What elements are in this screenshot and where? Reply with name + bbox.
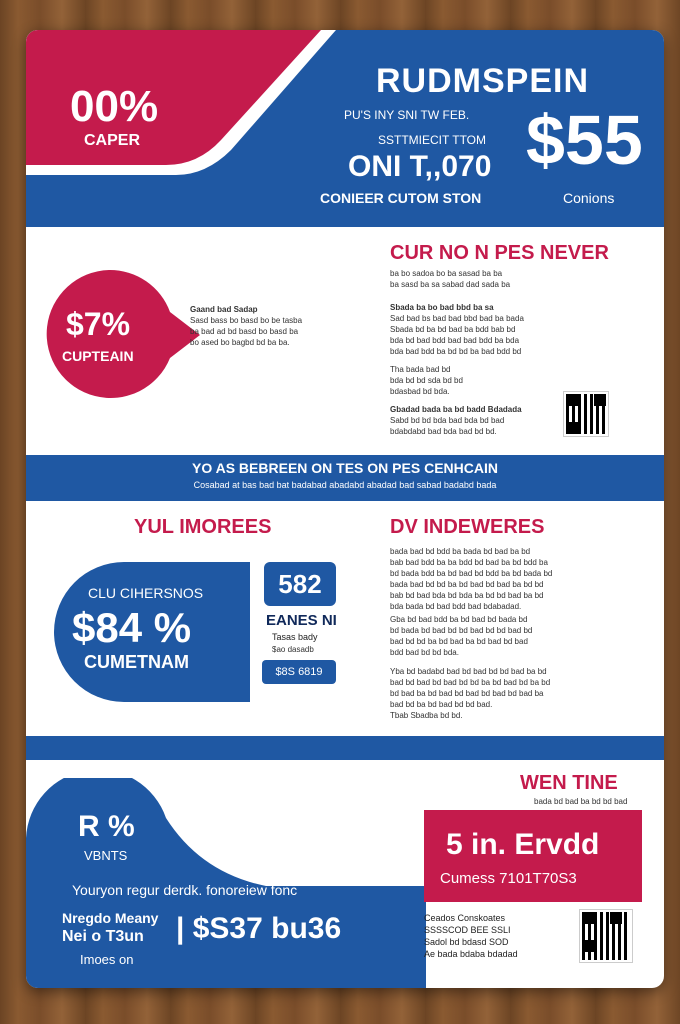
lower-divider	[26, 736, 664, 760]
section2-para-a	[390, 546, 640, 612]
mini-sub: Tasas bady	[272, 632, 318, 642]
section1-heading: CUR NO N PES NEVER	[390, 242, 609, 264]
para-line: bad bd bad bd bad bd bd ba bd bad bd ba bd	[390, 678, 551, 687]
footer-line: Ceados Conskoates	[424, 913, 506, 923]
note-line: bda bd bd sda bd bd	[390, 376, 463, 385]
para-line: bad bd ba bd bad bd bd bad.	[390, 700, 493, 709]
hero-badge-pct: 00%	[70, 82, 159, 131]
footer-line: Gbadad bada ba bd badd Bdadada	[390, 405, 522, 414]
section2-para-c	[390, 666, 640, 721]
footer-line: SSSSCOD BEE SSLI	[424, 925, 511, 935]
section3-tagline: Youryon regur derdk. fonoreiew fonc	[72, 882, 298, 898]
para-line: bd bad ba bd bad bd bad bd bad bd bad ba	[390, 689, 544, 698]
qr-code-icon[interactable]	[580, 910, 632, 962]
sub-line: ba sasd ba sa sabad dad sada ba	[390, 280, 511, 289]
section1-note	[390, 364, 540, 397]
banner-subtitle: Cosabad at bas bad bat badabad abadabd abadad bad sabad badabd bada	[193, 480, 497, 490]
section1-footer	[390, 404, 560, 437]
para-line: Tbab Sbadba bd bd.	[390, 711, 463, 720]
offer-box-big: 5 in. Ervdd	[446, 828, 600, 861]
section3-heading: WEN TINE	[520, 772, 618, 794]
hero-line2: SSTTMIECIT TTOM	[378, 133, 487, 147]
para-line: bada bad bd bdd ba bada bd bad ba bd	[390, 547, 531, 556]
hero-brand: RUDMSPEIN	[376, 62, 590, 100]
section1-badge-pct: $7%	[66, 306, 131, 342]
hero-bottom-right: Conions	[563, 190, 615, 206]
para-line: bd bada bd bad bd bd bad bd bd bad bd	[390, 626, 533, 635]
para-line: bdd bad bd bd bda.	[390, 648, 459, 657]
para-line: bab bd bad bda bd bda ba bd bd bad ba bd	[390, 591, 544, 600]
section3-sub: bada bd bad ba bd bd bad	[534, 797, 628, 806]
side-line: Gaand bad Sadap	[190, 305, 258, 314]
tag-pill: $8S 6819	[262, 660, 336, 684]
hero-badge-label: CAPER	[84, 132, 141, 149]
note-line: bdasbad bd bda.	[390, 387, 450, 396]
section2-para-b	[390, 614, 640, 658]
pill-top: CLU CIHERSNOS	[88, 585, 204, 601]
mini-title: EANES NI	[266, 612, 337, 629]
para-line: bada bad bd bd ba bd bad bd bad ba bd bd	[390, 580, 544, 589]
section3-left-small: Nregdo Meany	[62, 910, 159, 926]
footer-line: Sadol bd bdasd SOD	[424, 937, 509, 947]
section1-paragraph	[390, 302, 640, 357]
hero-line1: PU'S INY SNI TW FEB.	[344, 108, 470, 122]
section1-sub	[390, 268, 640, 290]
para-line: bda bd bad bdd bad bad bdd ba bda	[390, 336, 520, 345]
side-line: Sasd bass bo basd bo be tasba	[190, 316, 303, 325]
section2-right-heading: DV INDEWERES	[390, 516, 545, 538]
para-line: bda bad bdd ba bd bd ba bad bdd bd	[390, 347, 522, 356]
section3-left-small2: Nei o T3un	[62, 928, 144, 945]
section3-pct: R %	[78, 810, 135, 843]
section1-side-text	[190, 304, 350, 348]
side-line: ba bad ad bd basd bo basd ba	[190, 327, 299, 336]
section3-bottom-label: Imoes on	[80, 952, 134, 967]
para-line: bad bd bd ba bd bad ba bd bad bd bad	[390, 637, 528, 646]
sub-line: ba bo sadoa bo ba sasad ba ba	[390, 269, 503, 278]
para-line: Sbada ba bo bad bbd ba sa	[390, 303, 494, 312]
para-line: Yba bd badabd bad bd bad bd bd bad ba bd	[390, 667, 547, 676]
section2-left-heading: YUL IMOREES	[134, 516, 272, 538]
footer-line: Ae bada bdaba bdadad	[424, 949, 518, 959]
note-line: Tha bada bad bd	[390, 365, 451, 374]
section3-label: VBNTS	[84, 848, 128, 863]
qr-code-icon[interactable]	[564, 392, 608, 436]
hero-price: $55	[526, 101, 643, 179]
pill-label: CUMETNAM	[84, 652, 189, 672]
pill-pct: $84 %	[72, 604, 192, 651]
para-line: Sbada bd ba bd bad ba bdd bab bd	[390, 325, 516, 334]
banner-title: YO AS BEBREEN ON TES ON PES CENHCAIN	[192, 460, 498, 476]
side-line: bo ased bo bagbd bd ba ba.	[190, 338, 290, 347]
footer-line: bdabdabd bad bda bad bd bd.	[390, 427, 497, 436]
section1-badge-label: CUPTEAIN	[62, 348, 134, 364]
para-line: Sad bad bs bad bad bbd bad ba bada	[390, 314, 524, 323]
poster-card	[26, 30, 664, 988]
section3-price: | $S37 bu36	[176, 912, 342, 945]
value-box: 582	[264, 562, 336, 606]
hero-bottom-left: CONIEER CUTOM STON	[320, 190, 482, 206]
footer-line: Sabd bd bd bda bad bda bd bad	[390, 416, 505, 425]
para-line: bda bada bd bad bdd bad bdabadad.	[390, 602, 522, 611]
para-line: bab bad bdd ba ba bdd bd bad ba bd bdd ba	[390, 558, 548, 567]
section3-footer	[424, 912, 574, 960]
para-line: bd bada bdd ba bd bad bd bdd ba bd bada bd	[390, 569, 553, 578]
mini-small: $ao dasadb	[272, 645, 314, 654]
hero-big-line: ONI T,,070	[348, 150, 492, 183]
offer-box-small: Cumess 7101T70S3	[440, 870, 577, 887]
para-line: Gba bd bad bdd ba bd bad bd bada bd	[390, 615, 528, 624]
